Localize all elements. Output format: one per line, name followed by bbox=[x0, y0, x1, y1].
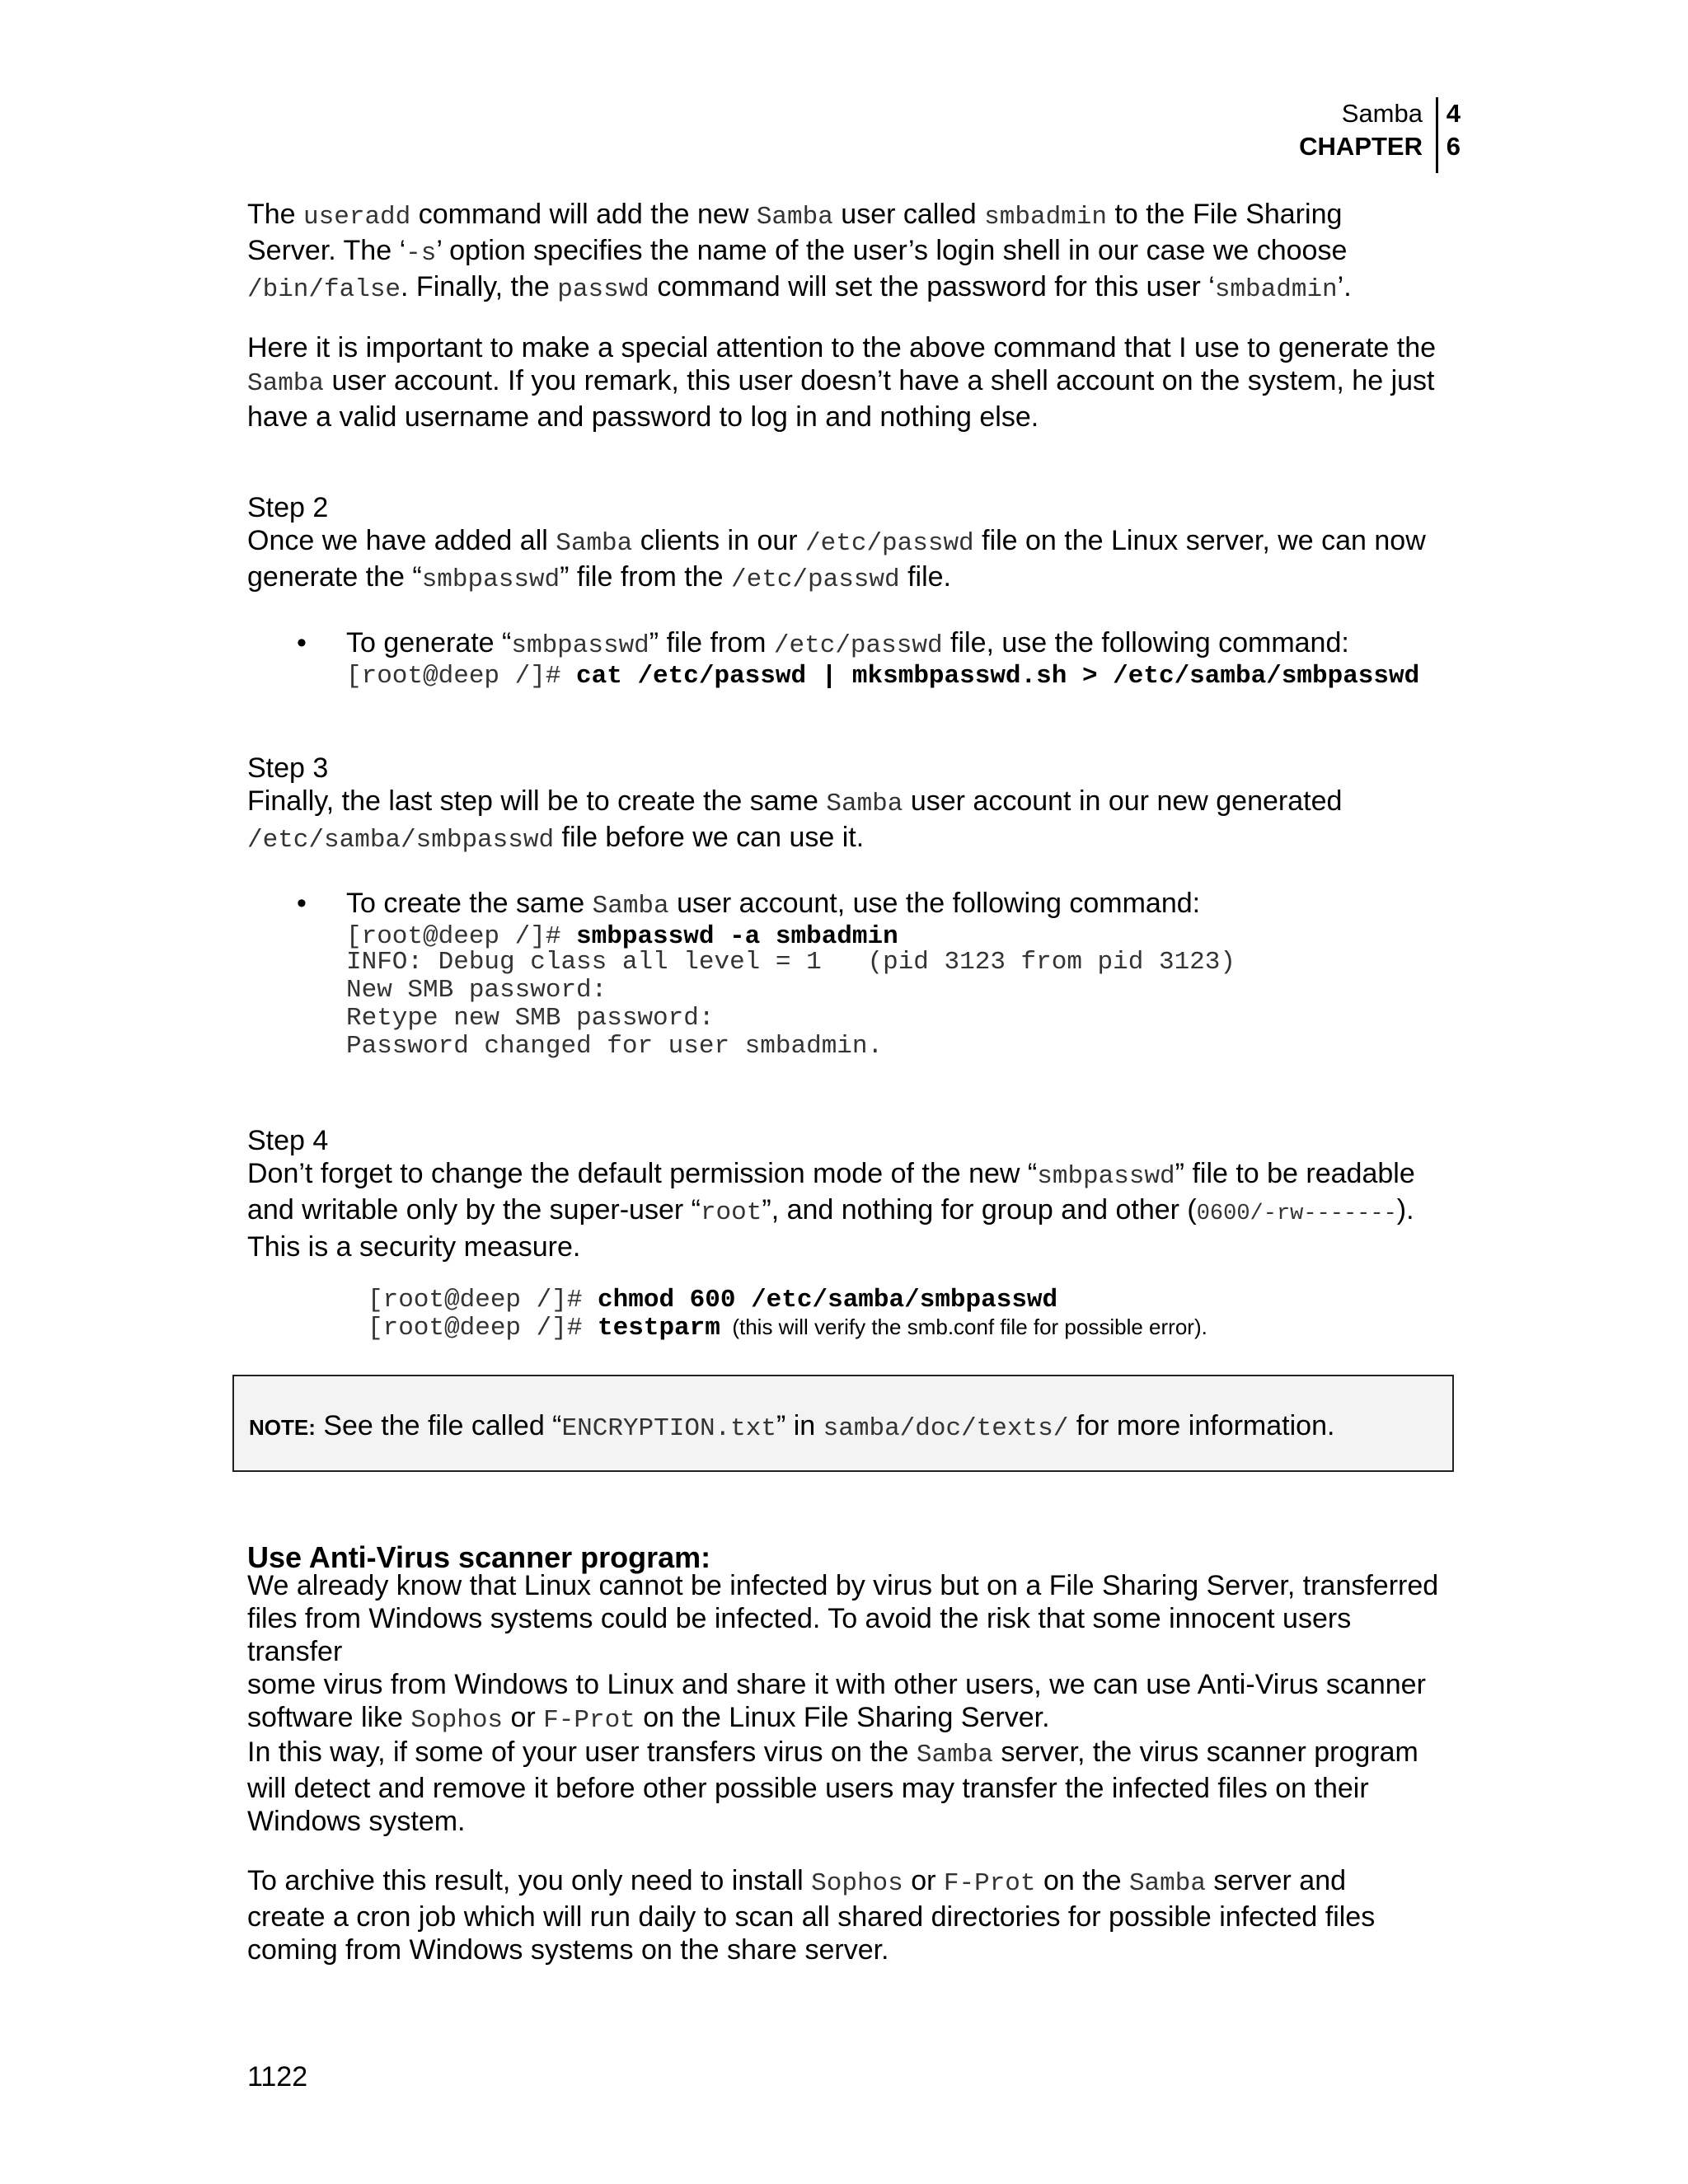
header-chapter-label: CHAPTER bbox=[1299, 132, 1423, 161]
step-4-title: Step 4 bbox=[247, 1125, 329, 1156]
paragraph-attention: Here it is important to make a special attention to the above command that I use to generate the Samba user account. If you remark, this user doesn’t have a shell account on the system, he just have a valid username and password to log in and nothing else. bbox=[247, 332, 1437, 433]
step-2-instruction: To generate “smbpasswd” file from /etc/passwd file, use the following command: bbox=[346, 627, 1349, 660]
step-3-instruction: To create the same Samba user account, use the following command: bbox=[346, 888, 1201, 921]
page-number: 1122 bbox=[247, 2061, 308, 2093]
step-3-output-line: Password changed for user smbadmin. bbox=[346, 1032, 884, 1061]
bullet-icon: • bbox=[297, 627, 307, 658]
step-4-command-testparm: [root@deep /]# testparm (this will verify the smb.conf file for possible error). bbox=[368, 1314, 1207, 1343]
step-2-command: [root@deep /]# cat /etc/passwd | mksmbpasswd.sh > /etc/samba/smbpasswd bbox=[346, 662, 1420, 691]
step-3-output-line: New SMB password: bbox=[346, 976, 607, 1005]
header-chapter-number bbox=[1436, 97, 1461, 173]
header-section: Samba bbox=[1341, 99, 1423, 128]
step-4-body: Don’t forget to change the default permission mode of the new “smbpasswd” file to be readable and writable only by the super-user “root”, and nothing for group and other (0600/-rw-------). This is a security measure. bbox=[247, 1158, 1415, 1263]
antivirus-paragraph-3: To archive this result, you only need to install Sophos or F-Prot on the Samba server and create a cron job which will run daily to scan all shared directories for possible infected files coming from Windows systems on the share server. bbox=[247, 1865, 1376, 1966]
step-2-body: Once we have added all Samba clients in our /etc/passwd file on the Linux server, we can now generate the “smbpasswd” file from the /etc/passwd file. bbox=[247, 525, 1426, 594]
paragraph-useradd: The useradd command will add the new Samba user called smbadmin to the File Sharing Server. The ‘-s’ option specifies the name of the user’s login shell in our case we choose /bin/false. Finally, the passwd command will set the password for this user ‘smbadmin’. bbox=[247, 199, 1352, 304]
step-3-body: Finally, the last step will be to create the same Samba user account in our new generated /etc/samba/smbpasswd file before we can use it. bbox=[247, 785, 1343, 855]
bullet-icon: • bbox=[297, 888, 307, 919]
step-3-output-line: INFO: Debug class all level = 1 (pid 3123 from pid 3123) bbox=[346, 948, 1236, 977]
chapter-digit-1: 4 bbox=[1446, 99, 1461, 128]
running-header bbox=[1299, 97, 1461, 163]
step-3-output-line: Retype new SMB password: bbox=[346, 1004, 715, 1033]
antivirus-paragraph-2: In this way, if some of your user transfers virus on the Samba server, the virus scanner program will detect and remove it before other possible users may transfer the infected files on their Windows system. bbox=[247, 1736, 1418, 1837]
chapter-digit-2: 6 bbox=[1446, 132, 1461, 161]
step-2-title: Step 2 bbox=[247, 492, 329, 523]
step-3-command: [root@deep /]# smbpasswd -a smbadmin bbox=[346, 922, 898, 951]
antivirus-paragraph-1: We already know that Linux cannot be infected by virus but on a File Sharing Server, transferred files from Windows systems could be infected. To avoid the risk that some innocent users transfer some virus from Windows to Linux and share it with other users, we can use Anti-Virus scanner software like Sophos or F-Prot on the Linux File Sharing Server. bbox=[247, 1570, 1439, 1735]
note-label: NOTE: bbox=[249, 1415, 316, 1440]
step-3-title: Step 3 bbox=[247, 752, 329, 784]
section-heading: Use Anti-Virus scanner program: bbox=[247, 1540, 711, 1574]
note-text: NOTE: See the file called “ENCRYPTION.txt” in samba/doc/texts/ for more information. bbox=[249, 1410, 1335, 1443]
note-box bbox=[232, 1375, 1454, 1472]
step-4-command-chmod: [root@deep /]# chmod 600 /etc/samba/smbpasswd bbox=[368, 1286, 1058, 1315]
